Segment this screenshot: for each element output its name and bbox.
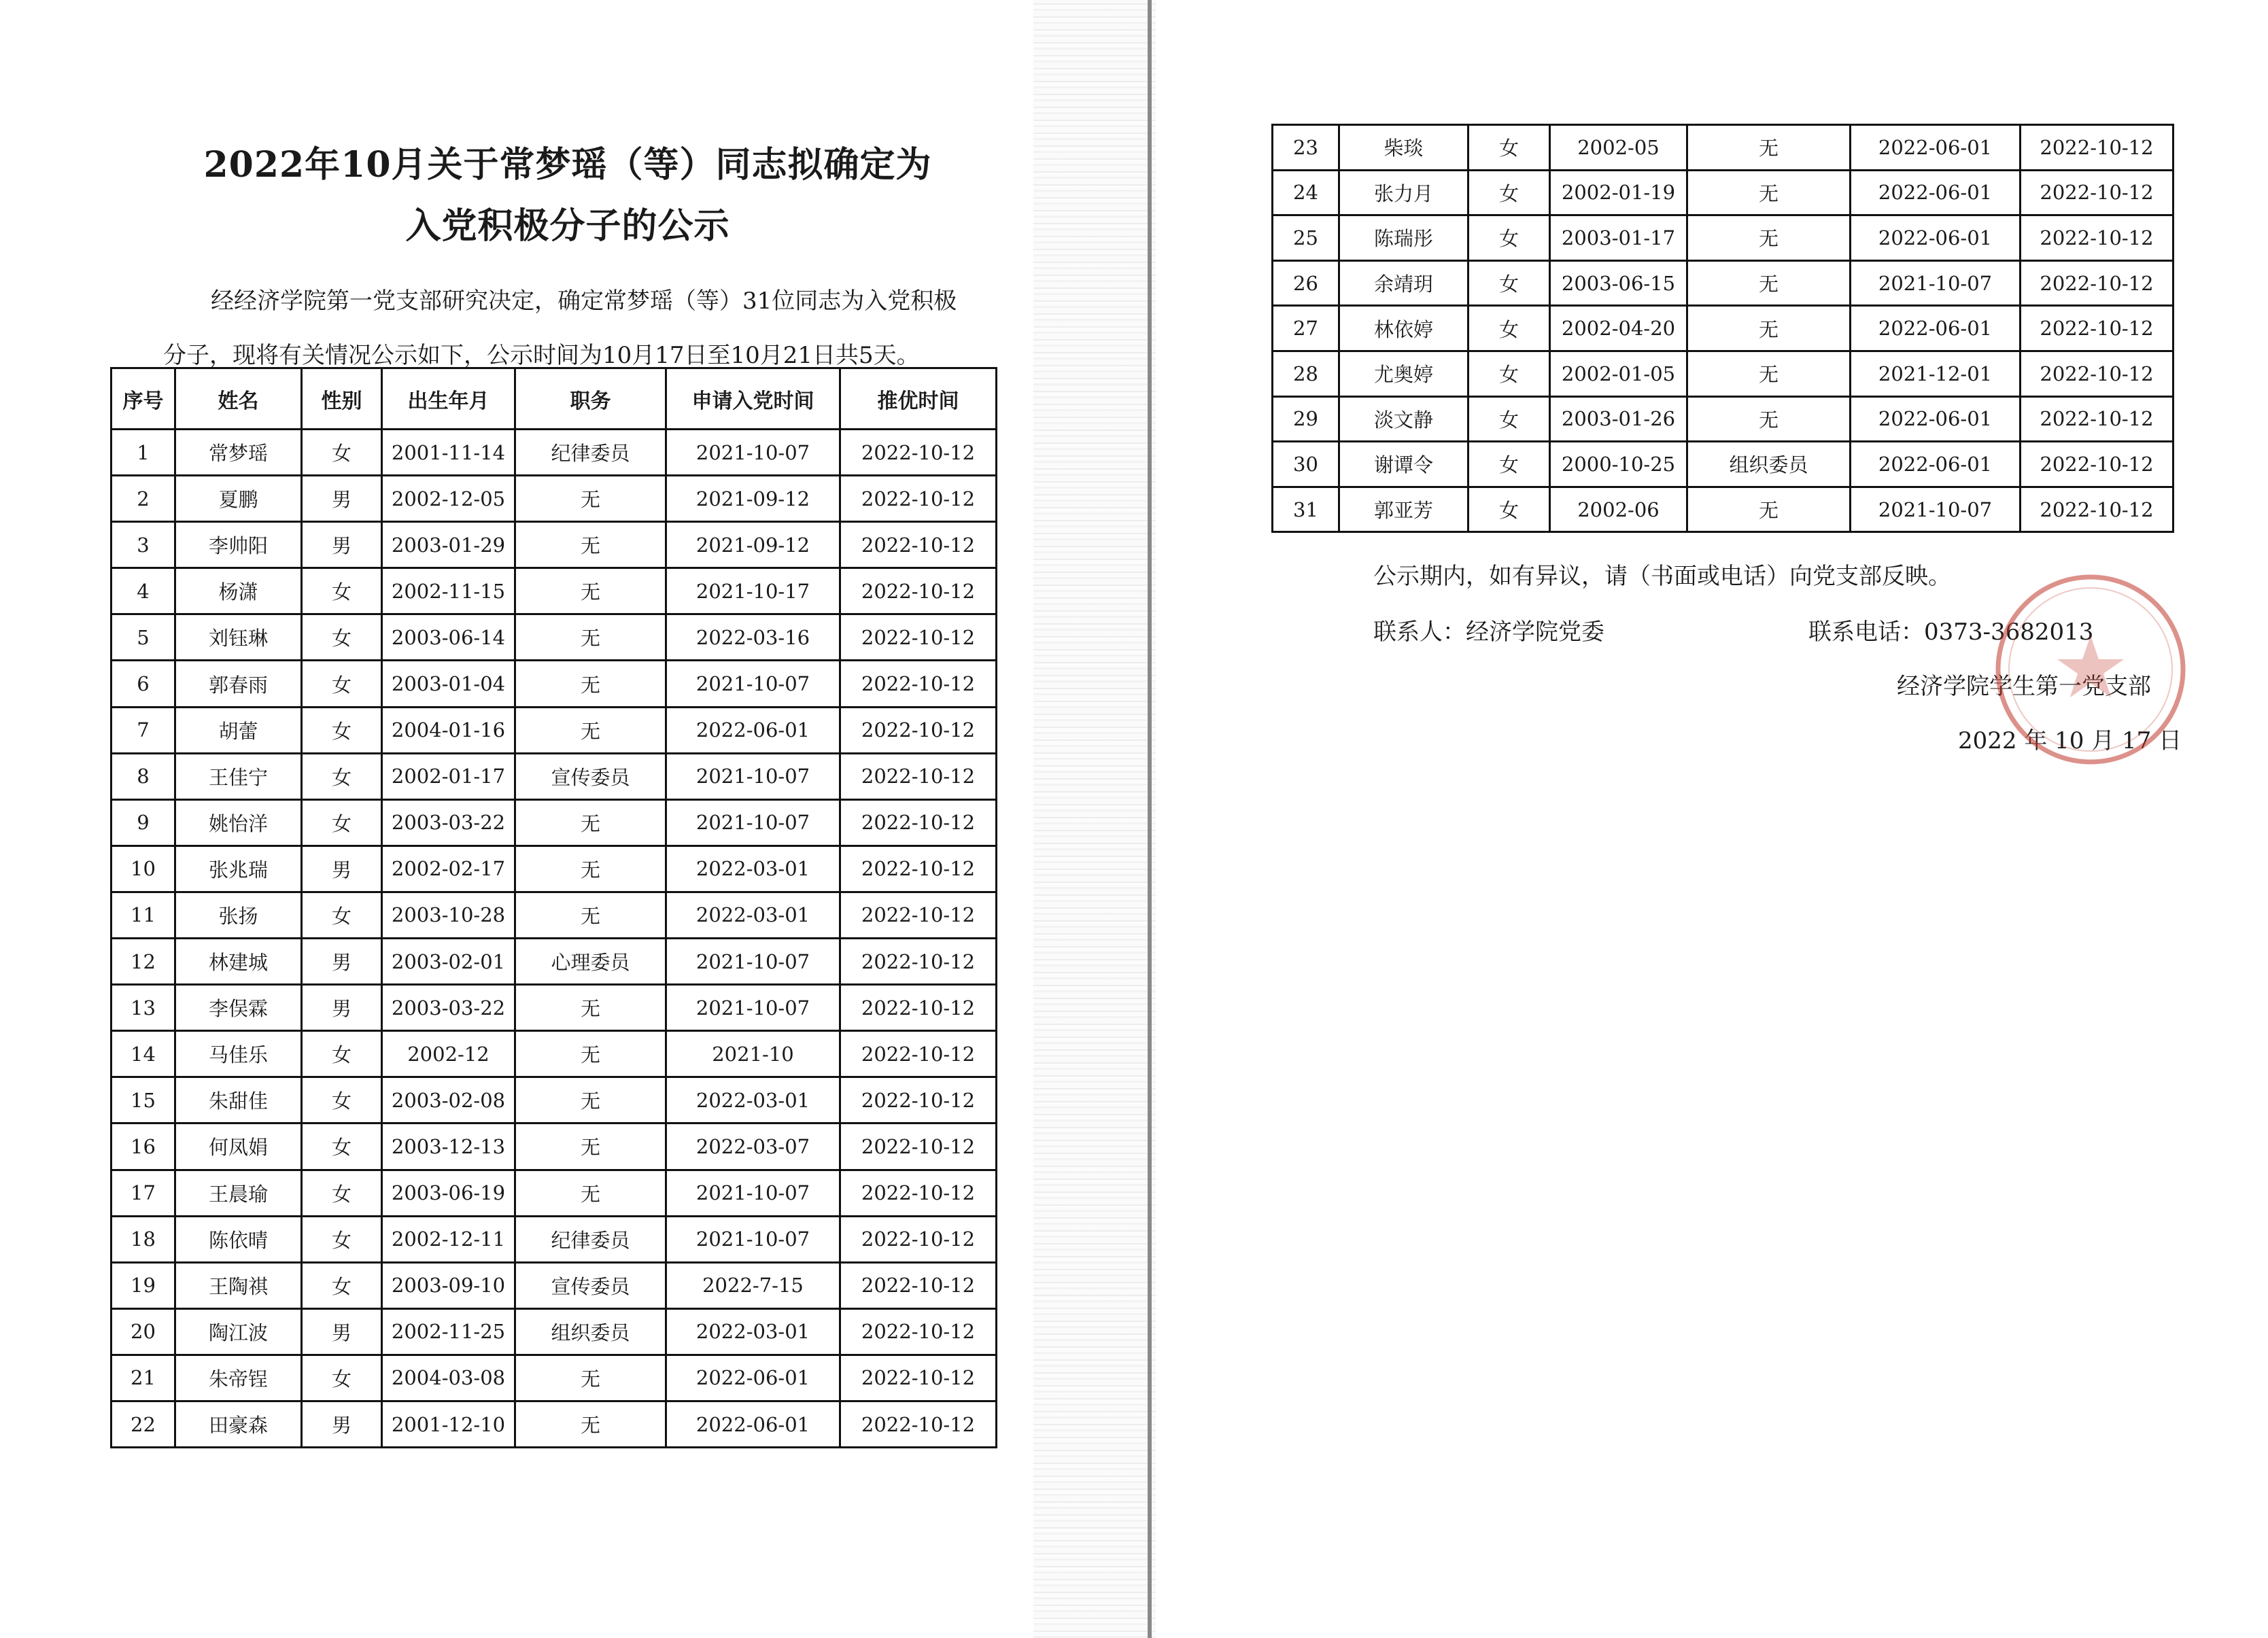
cell-name: 姚怡洋 (175, 799, 302, 846)
cell-position: 无 (515, 568, 666, 614)
intro-paragraph: 经经济学院第一党支部研究决定，确定常梦瑶（等）31位同志为入党积极 (211, 287, 957, 315)
table-row (1273, 125, 2174, 171)
cell-index: 29 (1273, 396, 1339, 442)
cell-index: 20 (111, 1308, 175, 1355)
table-row (1273, 487, 2174, 532)
cell-application-date: 2021-10-07 (666, 799, 840, 846)
cell-recommend-date: 2022-10-12 (2021, 351, 2174, 396)
table-row (1273, 170, 2174, 215)
cell-recommend-date: 2022-10-12 (840, 985, 997, 1031)
cell-index: 23 (1273, 125, 1339, 171)
cell-position: 无 (515, 892, 666, 938)
document-title: 2022年10月关于常梦瑶（等）同志拟确定为 (203, 144, 932, 186)
contact-phone: 联系电话：0373-3682013 (1808, 618, 2094, 646)
cell-application-date: 2022-03-01 (666, 846, 840, 892)
table-row (1273, 306, 2174, 351)
red-official-seal-icon (1992, 571, 2189, 768)
cell-index: 30 (1273, 442, 1339, 487)
table-row (111, 985, 997, 1031)
cell-name: 郭春雨 (175, 661, 302, 707)
contact-person: 联系人：经济学院党委 (1373, 618, 1604, 646)
cell-gender: 女 (302, 1031, 382, 1077)
cell-application-date: 2021-12-01 (1851, 351, 2021, 396)
cell-name: 尤奥婷 (1339, 351, 1468, 396)
cell-position: 无 (515, 707, 666, 753)
cell-birth-date: 2002-12-05 (382, 476, 515, 522)
cell-birth-date: 2003-06-15 (1550, 260, 1687, 306)
cell-recommend-date: 2022-10-12 (840, 892, 997, 938)
table-row (111, 939, 997, 985)
cell-birth-date: 2002-11-25 (382, 1308, 515, 1355)
cell-application-date: 2021-10 (666, 1031, 840, 1077)
cell-name: 林依婷 (1339, 306, 1468, 351)
cell-gender: 女 (1468, 396, 1550, 442)
cell-index: 27 (1273, 306, 1339, 351)
cell-position: 无 (1687, 351, 1851, 396)
cell-name: 王陶祺 (175, 1262, 302, 1308)
cell-index: 19 (111, 1262, 175, 1308)
cell-application-date: 2021-10-07 (666, 661, 840, 707)
cell-recommend-date: 2022-10-12 (840, 753, 997, 799)
table-row (111, 707, 997, 753)
table-row (111, 430, 997, 476)
cell-recommend-date: 2022-10-12 (2021, 306, 2174, 351)
cell-application-date: 2021-10-07 (1851, 487, 2021, 532)
cell-position: 无 (515, 1077, 666, 1123)
cell-index: 24 (1273, 170, 1339, 215)
table-row (111, 1262, 997, 1308)
header-application-date: 申请入党时间 (666, 368, 840, 430)
table-row (111, 1123, 997, 1170)
cell-recommend-date: 2022-10-12 (840, 1123, 997, 1170)
cell-application-date: 2022-06-01 (666, 1355, 840, 1401)
cell-recommend-date: 2022-10-12 (840, 1401, 997, 1447)
cell-recommend-date: 2022-10-12 (840, 707, 997, 753)
intro-paragraph-continued: 分子，现将有关情况公示如下，公示时间为10月17日至10月21日共5天。 (163, 342, 920, 369)
table-row (111, 1170, 997, 1216)
cell-recommend-date: 2022-10-12 (840, 846, 997, 892)
cell-recommend-date: 2022-10-12 (840, 476, 997, 522)
cell-birth-date: 2003-06-14 (382, 614, 515, 661)
cell-gender: 女 (1468, 306, 1550, 351)
cell-gender: 女 (302, 707, 382, 753)
cell-position: 无 (515, 1123, 666, 1170)
cell-birth-date: 2003-12-13 (382, 1123, 515, 1170)
cell-index: 21 (111, 1355, 175, 1401)
objection-notice: 公示期内，如有异议，请（书面或电话）向党支部反映。 (1373, 563, 1951, 590)
cell-position: 无 (1687, 487, 1851, 532)
cell-birth-date: 2001-12-10 (382, 1401, 515, 1447)
cell-recommend-date: 2022-10-12 (2021, 442, 2174, 487)
cell-gender: 男 (302, 1308, 382, 1355)
cell-birth-date: 2002-02-17 (382, 846, 515, 892)
cell-application-date: 2021-10-07 (666, 753, 840, 799)
cell-name: 李帅阳 (175, 522, 302, 568)
cell-name: 林建城 (175, 939, 302, 985)
cell-position: 无 (515, 661, 666, 707)
cell-index: 7 (111, 707, 175, 753)
cell-index: 26 (1273, 260, 1339, 306)
cell-position: 纪律委员 (515, 1216, 666, 1262)
cell-recommend-date: 2022-10-12 (840, 1077, 997, 1123)
cell-name: 李俣霖 (175, 985, 302, 1031)
cell-birth-date: 2003-01-04 (382, 661, 515, 707)
cell-index: 9 (111, 799, 175, 846)
cell-index: 5 (111, 614, 175, 661)
cell-index: 11 (111, 892, 175, 938)
cell-gender: 女 (1468, 487, 1550, 532)
cell-name: 张力月 (1339, 170, 1468, 215)
cell-name: 柴琰 (1339, 125, 1468, 171)
cell-position: 纪律委员 (515, 430, 666, 476)
cell-birth-date: 2002-01-05 (1550, 351, 1687, 396)
cell-application-date: 2021-10-07 (666, 1170, 840, 1216)
cell-position: 心理委员 (515, 939, 666, 985)
cell-position: 无 (1687, 260, 1851, 306)
cell-gender: 女 (302, 1262, 382, 1308)
cell-recommend-date: 2022-10-12 (2021, 260, 2174, 306)
header-name: 姓名 (175, 368, 302, 430)
cell-application-date: 2022-03-01 (666, 1308, 840, 1355)
cell-gender: 男 (302, 985, 382, 1031)
cell-application-date: 2021-10-07 (666, 939, 840, 985)
cell-gender: 女 (302, 1216, 382, 1262)
cell-recommend-date: 2022-10-12 (840, 1262, 997, 1308)
cell-name: 余靖玥 (1339, 260, 1468, 306)
cell-recommend-date: 2022-10-12 (840, 614, 997, 661)
cell-birth-date: 2001-11-14 (382, 430, 515, 476)
table-row (111, 476, 997, 522)
cell-application-date: 2022-06-01 (1851, 125, 2021, 171)
cell-recommend-date: 2022-10-12 (2021, 487, 2174, 532)
cell-birth-date: 2002-11-15 (382, 568, 515, 614)
cell-index: 4 (111, 568, 175, 614)
cell-name: 王晨瑜 (175, 1170, 302, 1216)
cell-birth-date: 2000-10-25 (1550, 442, 1687, 487)
cell-gender: 女 (302, 430, 382, 476)
cell-application-date: 2021-09-12 (666, 476, 840, 522)
cell-gender: 女 (1468, 260, 1550, 306)
cell-index: 1 (111, 430, 175, 476)
cell-application-date: 2022-06-01 (1851, 396, 2021, 442)
table-row (111, 1031, 997, 1077)
cell-position: 无 (515, 799, 666, 846)
cell-birth-date: 2003-01-29 (382, 522, 515, 568)
cell-recommend-date: 2022-10-12 (2021, 125, 2174, 171)
table-header-row (111, 368, 997, 430)
cell-position: 无 (1687, 396, 1851, 442)
cell-name: 何凤娟 (175, 1123, 302, 1170)
cell-index: 22 (111, 1401, 175, 1447)
cell-birth-date: 2003-03-22 (382, 985, 515, 1031)
cell-index: 17 (111, 1170, 175, 1216)
cell-index: 14 (111, 1031, 175, 1077)
cell-gender: 女 (302, 614, 382, 661)
cell-application-date: 2022-06-01 (666, 1401, 840, 1447)
cell-application-date: 2022-03-07 (666, 1123, 840, 1170)
cell-application-date: 2022-03-01 (666, 1077, 840, 1123)
table-row (111, 1355, 997, 1401)
cell-application-date: 2021-10-07 (666, 1216, 840, 1262)
cell-position: 无 (515, 846, 666, 892)
cell-recommend-date: 2022-10-12 (840, 1170, 997, 1216)
cell-index: 31 (1273, 487, 1339, 532)
cell-name: 田豪森 (175, 1401, 302, 1447)
cell-birth-date: 2002-04-20 (1550, 306, 1687, 351)
signature-date: 2022 年 10 月 17 日 (1958, 727, 2182, 754)
cell-gender: 女 (1468, 442, 1550, 487)
cell-gender: 男 (302, 846, 382, 892)
table-row (111, 1308, 997, 1355)
cell-name: 陈瑞彤 (1339, 215, 1468, 261)
cell-birth-date: 2003-02-08 (382, 1077, 515, 1123)
header-recommend-date: 推优时间 (840, 368, 997, 430)
cell-application-date: 2022-7-15 (666, 1262, 840, 1308)
cell-recommend-date: 2022-10-12 (2021, 215, 2174, 261)
cell-gender: 男 (302, 476, 382, 522)
cell-birth-date: 2003-06-19 (382, 1170, 515, 1216)
table-row (111, 799, 997, 846)
cell-application-date: 2021-10-07 (1851, 260, 2021, 306)
cell-birth-date: 2003-03-22 (382, 799, 515, 846)
candidate-table-part-1 (110, 367, 997, 1448)
cell-gender: 女 (302, 753, 382, 799)
cell-position: 无 (1687, 306, 1851, 351)
header-gender: 性别 (302, 368, 382, 430)
cell-name: 胡蕾 (175, 707, 302, 753)
table-row (111, 892, 997, 938)
cell-name: 刘钰琳 (175, 614, 302, 661)
cell-name: 王佳宁 (175, 753, 302, 799)
table-row (111, 1401, 997, 1447)
cell-name: 张扬 (175, 892, 302, 938)
table-row (111, 846, 997, 892)
table-row (111, 753, 997, 799)
cell-name: 陈依晴 (175, 1216, 302, 1262)
cell-position: 无 (515, 1031, 666, 1077)
header-index: 序号 (111, 368, 175, 430)
cell-recommend-date: 2022-10-12 (840, 1216, 997, 1262)
cell-position: 无 (1687, 125, 1851, 171)
cell-index: 12 (111, 939, 175, 985)
table-row (111, 1077, 997, 1123)
cell-application-date: 2022-06-01 (1851, 442, 2021, 487)
table-row (111, 1216, 997, 1262)
cell-gender: 女 (1468, 351, 1550, 396)
cell-recommend-date: 2022-10-12 (2021, 396, 2174, 442)
cell-index: 18 (111, 1216, 175, 1262)
cell-gender: 女 (302, 661, 382, 707)
cell-position: 无 (515, 476, 666, 522)
cell-position: 无 (515, 985, 666, 1031)
cell-position: 无 (1687, 215, 1851, 261)
table-row (111, 614, 997, 661)
cell-birth-date: 2003-09-10 (382, 1262, 515, 1308)
cell-birth-date: 2002-01-19 (1550, 170, 1687, 215)
cell-index: 10 (111, 846, 175, 892)
cell-birth-date: 2003-01-26 (1550, 396, 1687, 442)
cell-position: 无 (515, 614, 666, 661)
cell-birth-date: 2002-06 (1550, 487, 1687, 532)
table-row (1273, 351, 2174, 396)
cell-gender: 女 (302, 1170, 382, 1216)
cell-name: 陶江波 (175, 1308, 302, 1355)
cell-index: 3 (111, 522, 175, 568)
cell-index: 28 (1273, 351, 1339, 396)
cell-birth-date: 2003-01-17 (1550, 215, 1687, 261)
cell-birth-date: 2002-12 (382, 1031, 515, 1077)
cell-index: 8 (111, 753, 175, 799)
cell-gender: 女 (302, 799, 382, 846)
cell-birth-date: 2002-05 (1550, 125, 1687, 171)
cell-application-date: 2021-09-12 (666, 522, 840, 568)
cell-position: 组织委员 (515, 1308, 666, 1355)
table-row (1273, 396, 2174, 442)
cell-name: 马佳乐 (175, 1031, 302, 1077)
cell-application-date: 2022-06-01 (1851, 215, 2021, 261)
cell-application-date: 2022-06-01 (1851, 306, 2021, 351)
cell-application-date: 2021-10-07 (666, 430, 840, 476)
cell-recommend-date: 2022-10-12 (840, 939, 997, 985)
document-title-continued: 入党积极分子的公示 (405, 205, 730, 247)
cell-application-date: 2021-10-07 (666, 985, 840, 1031)
cell-recommend-date: 2022-10-12 (840, 661, 997, 707)
cell-name: 淡文静 (1339, 396, 1468, 442)
cell-birth-date: 2004-03-08 (382, 1355, 515, 1401)
cell-application-date: 2022-06-01 (1851, 170, 2021, 215)
cell-birth-date: 2002-12-11 (382, 1216, 515, 1262)
cell-name: 谢谭令 (1339, 442, 1468, 487)
cell-recommend-date: 2022-10-12 (840, 522, 997, 568)
cell-application-date: 2021-10-17 (666, 568, 840, 614)
cell-birth-date: 2003-10-28 (382, 892, 515, 938)
cell-position: 无 (515, 522, 666, 568)
cell-birth-date: 2002-01-17 (382, 753, 515, 799)
cell-name: 朱甜佳 (175, 1077, 302, 1123)
cell-index: 2 (111, 476, 175, 522)
cell-gender: 女 (1468, 215, 1550, 261)
page-divider (1148, 0, 1152, 1638)
cell-name: 常梦瑶 (175, 430, 302, 476)
cell-recommend-date: 2022-10-12 (840, 1355, 997, 1401)
cell-gender: 女 (302, 1077, 382, 1123)
header-birth-date: 出生年月 (382, 368, 515, 430)
cell-application-date: 2022-03-01 (666, 892, 840, 938)
table-row (1273, 442, 2174, 487)
candidate-table-part-2 (1271, 124, 2174, 533)
cell-position: 无 (1687, 170, 1851, 215)
cell-gender: 男 (302, 939, 382, 985)
cell-recommend-date: 2022-10-12 (840, 799, 997, 846)
cell-gender: 女 (302, 568, 382, 614)
cell-index: 13 (111, 985, 175, 1031)
cell-gender: 女 (302, 1355, 382, 1401)
cell-recommend-date: 2022-10-12 (840, 1031, 997, 1077)
cell-gender: 女 (302, 892, 382, 938)
signature-organization: 经济学院学生第一党支部 (1897, 673, 2151, 700)
cell-birth-date: 2004-01-16 (382, 707, 515, 753)
cell-recommend-date: 2022-10-12 (840, 568, 997, 614)
cell-index: 6 (111, 661, 175, 707)
cell-position: 无 (515, 1401, 666, 1447)
cell-index: 25 (1273, 215, 1339, 261)
cell-gender: 女 (1468, 170, 1550, 215)
cell-birth-date: 2003-02-01 (382, 939, 515, 985)
cell-name: 张兆瑞 (175, 846, 302, 892)
cell-position: 无 (515, 1355, 666, 1401)
cell-application-date: 2022-06-01 (666, 707, 840, 753)
table-row (111, 568, 997, 614)
table-row (111, 522, 997, 568)
cell-index: 16 (111, 1123, 175, 1170)
cell-position: 无 (515, 1170, 666, 1216)
table-row (111, 661, 997, 707)
cell-gender: 女 (1468, 125, 1550, 171)
cell-recommend-date: 2022-10-12 (2021, 170, 2174, 215)
header-position: 职务 (515, 368, 666, 430)
cell-index: 15 (111, 1077, 175, 1123)
cell-gender: 女 (302, 1123, 382, 1170)
cell-recommend-date: 2022-10-12 (840, 430, 997, 476)
cell-name: 杨潇 (175, 568, 302, 614)
table-row (1273, 215, 2174, 261)
cell-gender: 男 (302, 522, 382, 568)
cell-recommend-date: 2022-10-12 (840, 1308, 997, 1355)
cell-name: 夏鹏 (175, 476, 302, 522)
cell-position: 宣传委员 (515, 1262, 666, 1308)
cell-name: 朱帝锃 (175, 1355, 302, 1401)
cell-application-date: 2022-03-16 (666, 614, 840, 661)
cell-name: 郭亚芳 (1339, 487, 1468, 532)
cell-position: 宣传委员 (515, 753, 666, 799)
cell-position: 组织委员 (1687, 442, 1851, 487)
table-row (1273, 260, 2174, 306)
cell-gender: 男 (302, 1401, 382, 1447)
